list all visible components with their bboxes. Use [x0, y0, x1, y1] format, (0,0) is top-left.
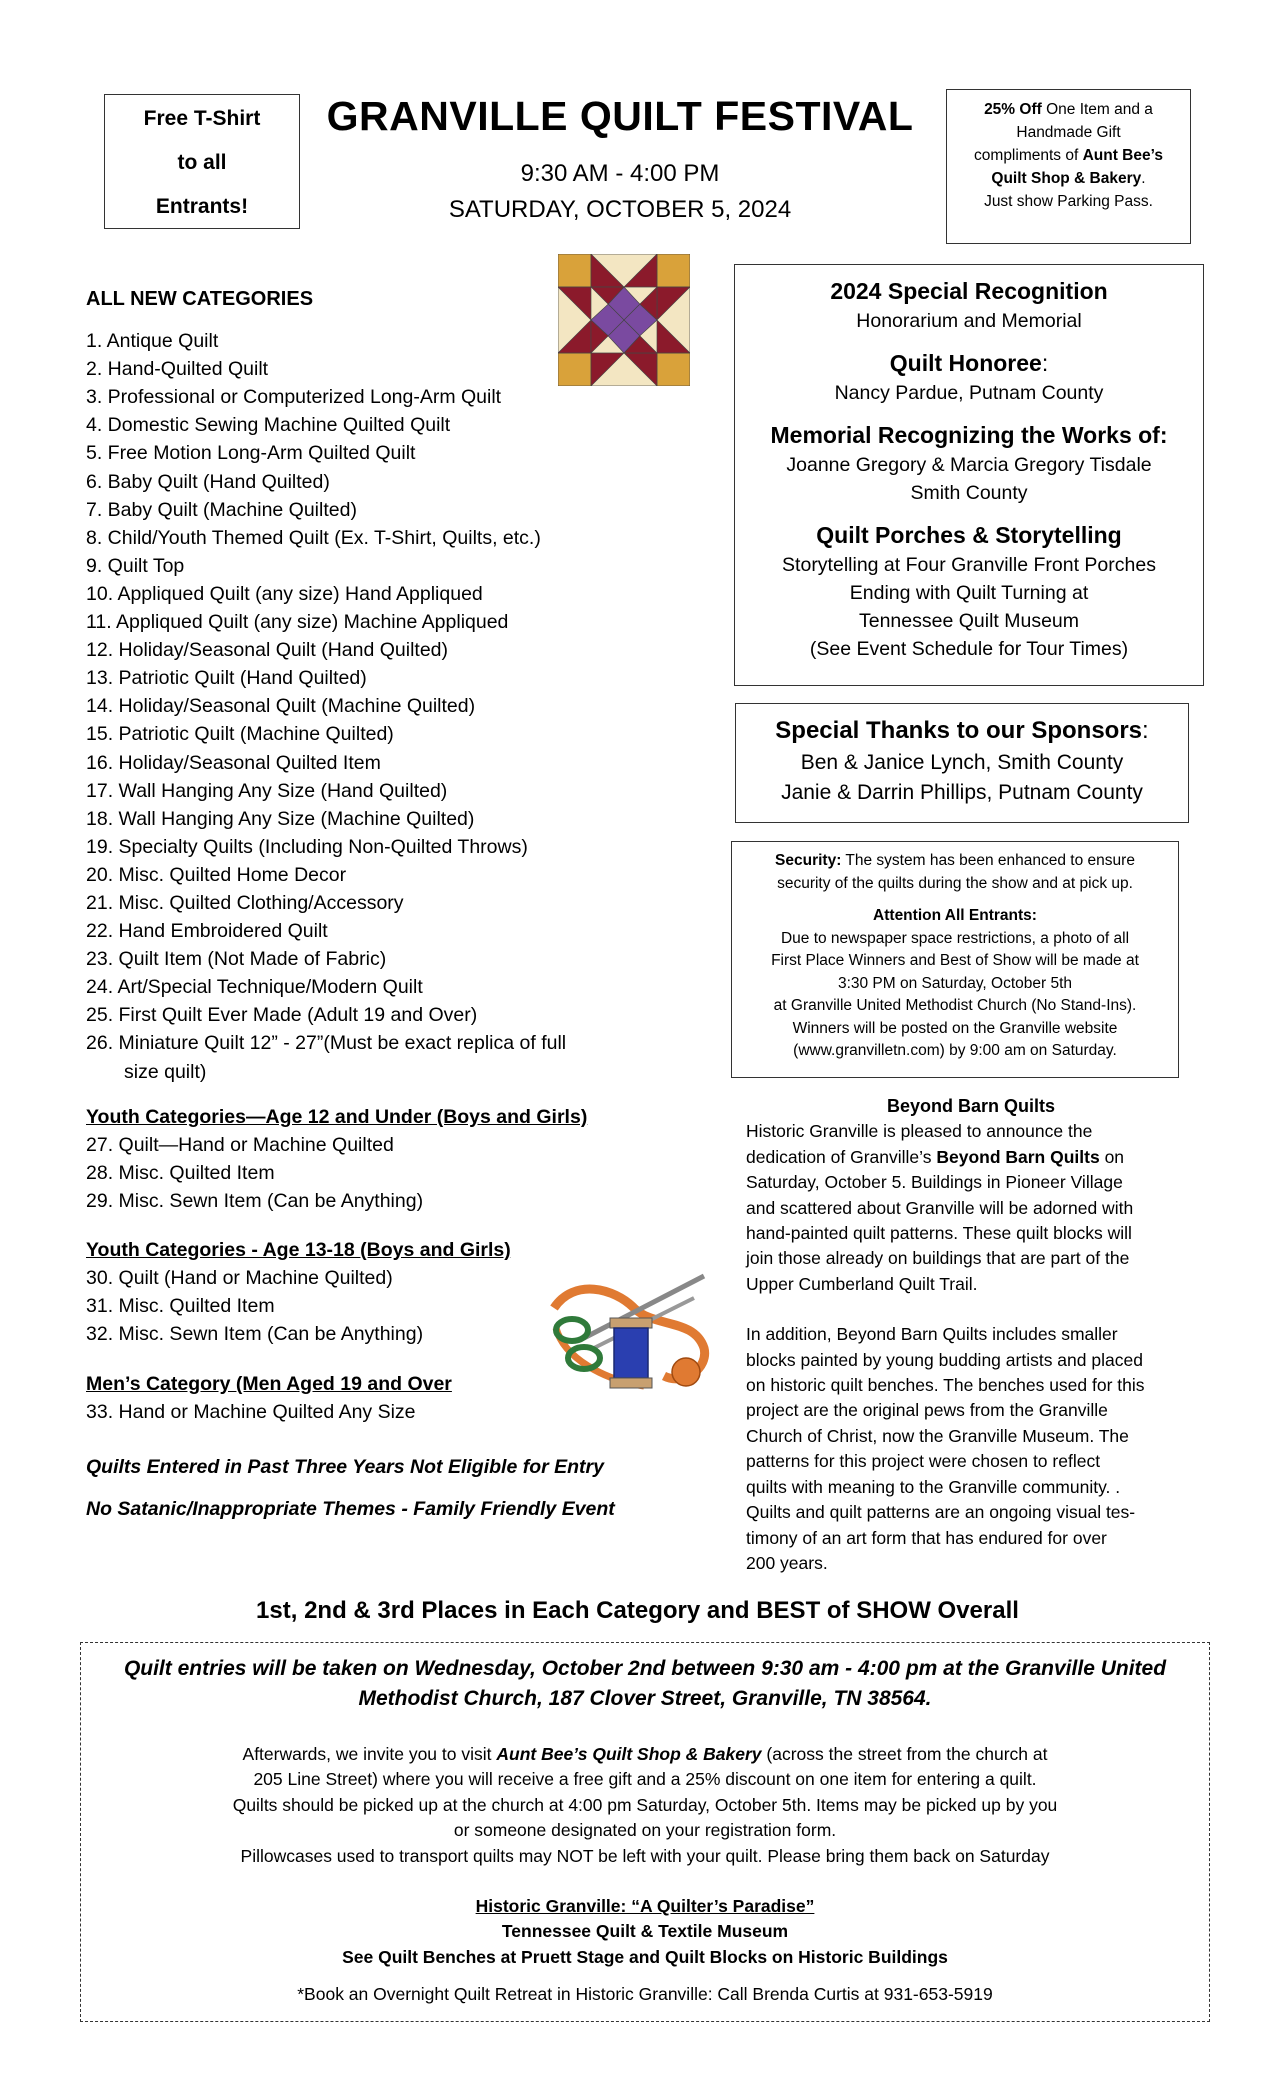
coupon-line-4 — [957, 167, 1180, 190]
youth-12-section — [86, 1103, 686, 1215]
category-item: 18. Wall Hanging Any Size (Machine Quilted) — [86, 807, 475, 830]
book-retreat: *Book an Overnight Quilt Retreat in Historic Granville: Call Brenda Curtis at 931-653-5919 — [297, 1984, 993, 2004]
categories-heading: ALL NEW CATEGORIES — [86, 288, 314, 310]
historic-benches: See Quilt Benches at Pruett Stage and Quilt Blocks on Historic Buildings — [342, 1946, 948, 1967]
free-tshirt-box — [104, 94, 300, 229]
category-item: 6. Baby Quilt (Hand Quilted) — [86, 470, 330, 493]
mens-heading: Men’s Category (Men Aged 19 and Over — [86, 1373, 452, 1395]
tshirt-line-3: Entrants! — [155, 195, 249, 218]
category-item: 17. Wall Hanging Any Size (Hand Quilted) — [86, 779, 448, 802]
category-item: 27. Quilt—Hand or Machine Quilted — [86, 1134, 394, 1156]
category-item: 21. Misc. Quilted Clothing/Accessory — [86, 891, 404, 914]
coupon-shop-name: Aunt Bee’s — [1082, 147, 1163, 164]
after-line: 205 Line Street) where you will receive a free gift and a 25% discount on one item for entering a quilt. — [253, 1769, 1037, 1790]
event-date: SATURDAY, OCTOBER 5, 2024 — [448, 196, 792, 223]
category-item: 5. Free Motion Long-Arm Quilted Quilt — [86, 442, 416, 465]
attention-line: (www.granvilletn.com) by 9:00 am on Saturday. — [793, 1042, 1117, 1059]
category-item: 32. Misc. Sewn Item (Can be Anything) — [86, 1323, 424, 1345]
porches-line-1: Storytelling at Four Granville Front Porches — [782, 554, 1156, 576]
category-item: 23. Quilt Item (Not Made of Fabric) — [86, 948, 387, 971]
coupon-shop-name-2: Quilt Shop & Bakery — [991, 170, 1142, 187]
honoree-colon: : — [1041, 350, 1049, 376]
barn-p2-line: project are the original pews from the Granville — [746, 1400, 1108, 1421]
coupon-line-1 — [957, 98, 1180, 121]
coupon-pct: 25% Off — [984, 101, 1042, 118]
barn-p2-line: timony of an art form that has endured for over — [746, 1527, 1107, 1548]
category-item: 10. Appliqued Quilt (any size) Hand Appliqued — [86, 582, 483, 605]
barn-p1-line: join those already on buildings that are part of the — [746, 1248, 1130, 1269]
coupon-line-3-pre: compliments of — [974, 147, 1083, 164]
barn-p2-line: 200 years. — [746, 1552, 828, 1573]
sponsors-box — [735, 703, 1189, 823]
honoree-heading-line — [735, 347, 1203, 379]
afterwards-info — [88, 1742, 1202, 1869]
honoree-name: Nancy Pardue, Putnam County — [834, 382, 1104, 404]
note-past-years: Quilts Entered in Past Three Years Not Eligible for Entry — [86, 1456, 604, 1478]
barn-p1-line: hand-painted quilt patterns. These quilt blocks will — [746, 1223, 1132, 1244]
historic-granville — [88, 1894, 1202, 1970]
tshirt-line-1: Free T-Shirt — [143, 107, 261, 130]
sponsors-colon: : — [1142, 717, 1149, 744]
category-item: 25. First Quilt Ever Made (Adult 19 and Over) — [86, 1004, 478, 1027]
barn-p2-line: Quilts and quilt patterns are an ongoing visual tes- — [746, 1502, 1136, 1523]
barn-quilts-section — [746, 1094, 1196, 1576]
porches-line-4: (See Event Schedule for Tour Times) — [809, 638, 1129, 660]
security-label: Security: — [775, 852, 842, 869]
special-recognition-box — [734, 264, 1204, 686]
category-item: 9. Quilt Top — [86, 554, 185, 577]
sponsors-heading: Special Thanks to our Sponsors — [775, 717, 1143, 744]
barn-heading: Beyond Barn Quilts — [886, 1096, 1056, 1116]
category-item: 16. Holiday/Seasonal Quilted Item — [86, 751, 381, 774]
barn-p1-line — [746, 1145, 1196, 1170]
sponsor-1: Ben & Janice Lynch, Smith County — [800, 751, 1124, 774]
attention-line: First Place Winners and Best of Show will be made at — [771, 952, 1139, 969]
scissors-spool-icon — [544, 1268, 712, 1400]
attention-line: Winners will be posted on the Granville website — [792, 1019, 1118, 1037]
attention-line: 3:30 PM on Saturday, October 5th — [837, 974, 1073, 992]
category-item: 24. Art/Special Technique/Modern Quilt — [86, 976, 423, 999]
sponsors-heading-line — [736, 714, 1188, 748]
recognition-heading: 2024 Special Recognition — [830, 278, 1108, 304]
sponsor-2: Janie & Darrin Phillips, Putnam County — [781, 781, 1143, 804]
category-item: 2. Hand-Quilted Quilt — [86, 358, 269, 381]
attention-heading: Attention All Entrants: — [873, 907, 1037, 924]
barn-p1-rest — [746, 1170, 1196, 1297]
category-item: 4. Domestic Sewing Machine Quilted Quilt — [86, 414, 451, 437]
barn-p2-line: blocks painted by young budding artists and placed — [746, 1349, 1143, 1370]
attention-line: at Granville United Methodist Church (No Stand-Ins). — [773, 997, 1137, 1014]
places-banner: 1st, 2nd & 3rd Places in Each Category and BEST of SHOW Overall — [256, 1597, 1019, 1624]
historic-title: Historic Granville: “A Quilter’s Paradise” — [475, 1896, 815, 1916]
after-post: (across the street from the church at — [761, 1744, 1048, 1764]
category-item: 13. Patriotic Quilt (Hand Quilted) — [86, 667, 367, 690]
barn-p2-line: quilts with meaning to the Granville community. . — [746, 1476, 1121, 1497]
barn-p2-line: patterns for this project were chosen to reflect — [746, 1451, 1101, 1472]
entry-notes — [86, 1446, 686, 1530]
after-line: or someone designated on your registration form. — [453, 1820, 837, 1841]
after-line: Quilts should be picked up at the church at 4:00 pm Saturday, October 5th. Items may be picked up by you — [232, 1794, 1058, 1815]
entry-info — [88, 1654, 1202, 1714]
category-item: 11. Appliqued Quilt (any size) Machine Appliqued — [86, 611, 509, 634]
historic-museum: Tennessee Quilt & Textile Museum — [501, 1921, 789, 1942]
category-item: 30. Quilt (Hand or Machine Quilted) — [86, 1267, 393, 1289]
category-item: 26. Miniature Quilt 12” - 27”(Must be exact replica of full — [86, 1032, 567, 1055]
youth-12-heading: Youth Categories—Age 12 and Under (Boys and Girls) — [86, 1106, 588, 1128]
note-family-friendly: No Satanic/Inappropriate Themes - Family Friendly Event — [86, 1498, 615, 1520]
category-item: 14. Holiday/Seasonal Quilt (Machine Quilted) — [86, 695, 476, 718]
honoree-heading: Quilt Honoree — [889, 350, 1042, 376]
barn-p1-line: Historic Granville is pleased to announce the — [746, 1121, 1093, 1142]
barn-p2-line: In addition, Beyond Barn Quilts includes smaller — [746, 1324, 1118, 1345]
after-shop-name: Aunt Bee’s Quilt Shop & Bakery — [496, 1744, 762, 1764]
memorial-heading: Memorial Recognizing the Works of: — [770, 422, 1168, 448]
barn-p1-line: Upper Cumberland Quilt Trail. — [746, 1273, 978, 1294]
barn-p1-line: and scattered about Granville will be adorned with — [746, 1197, 1134, 1218]
category-26-continuation: size quilt) — [124, 1060, 207, 1083]
after-pre: Afterwards, we invite you to visit — [242, 1744, 497, 1764]
category-item: 19. Specialty Quilts (Including Non-Quilted Throws) — [86, 835, 528, 858]
category-item: 29. Misc. Sewn Item (Can be Anything) — [86, 1190, 424, 1212]
memorial-county: Smith County — [910, 482, 1028, 504]
category-item: 7. Baby Quilt (Machine Quilted) — [86, 498, 357, 521]
barn-p2-line: Church of Christ, now the Granville Museum. The — [746, 1425, 1129, 1446]
barn-p1-pre: dedication of Granville’s — [746, 1146, 937, 1167]
barn-p1-bold: Beyond Barn Quilts — [936, 1146, 1100, 1167]
porches-heading: Quilt Porches & Storytelling — [816, 522, 1122, 548]
security-text-1: The system has been enhanced to ensure — [841, 852, 1135, 869]
youth-13-18-heading: Youth Categories - Age 13-18 (Boys and Girls) — [86, 1239, 511, 1261]
porches-line-3: Tennessee Quilt Museum — [858, 610, 1080, 632]
recognition-subtitle: Honorarium and Memorial — [856, 310, 1082, 332]
coupon-line-4-rest: . — [1141, 170, 1146, 187]
after-line-1 — [88, 1742, 1202, 1767]
entry-line-2: Methodist Church, 187 Clover Street, Granville, TN 38564. — [358, 1687, 932, 1710]
attention-line: Due to newspaper space restrictions, a photo of all — [780, 929, 1130, 947]
category-item: 12. Holiday/Seasonal Quilt (Hand Quilted) — [86, 639, 449, 662]
barn-p1-line: Saturday, October 5. Buildings in Pioneer Village — [746, 1172, 1123, 1193]
category-item: 22. Hand Embroidered Quilt — [86, 920, 328, 943]
event-time: 9:30 AM - 4:00 PM — [520, 160, 720, 187]
coupon-line-3 — [957, 144, 1180, 167]
barn-p2 — [746, 1322, 1196, 1576]
tshirt-line-2: to all — [177, 151, 227, 174]
coupon-line-2: Handmade Gift — [1016, 124, 1121, 141]
category-item: 31. Misc. Quilted Item — [86, 1295, 275, 1317]
entry-line-1: Quilt entries will be taken on Wednesday, October 2nd between 9:30 am - 4:00 pm at the Granville United — [123, 1657, 1167, 1680]
after-line: Pillowcases used to transport quilts may NOT be left with your quilt. Please bring them back on Saturday — [240, 1845, 1050, 1866]
coupon-line-1-rest: One Item and a — [1041, 101, 1153, 118]
page-title: GRANVILLE QUILT FESTIVAL — [326, 93, 914, 139]
security-line-1 — [732, 850, 1178, 873]
memorial-names: Joanne Gregory & Marcia Gregory Tisdale — [786, 454, 1152, 476]
barn-p1-post: on — [1099, 1146, 1125, 1167]
categories-section — [86, 285, 686, 1086]
category-item: 8. Child/Youth Themed Quilt (Ex. T-Shirt, Quilts, etc.) — [86, 526, 541, 549]
security-text-2: security of the quilts during the show and at pick up. — [777, 874, 1133, 892]
security-box — [731, 841, 1179, 1078]
porches-line-2: Ending with Quilt Turning at — [849, 582, 1089, 604]
category-item: 1. Antique Quilt — [86, 330, 219, 353]
coupon-line-5: Just show Parking Pass. — [984, 193, 1153, 210]
coupon-box — [946, 89, 1191, 244]
category-item: 33. Hand or Machine Quilted Any Size — [86, 1401, 416, 1423]
category-item: 15. Patriotic Quilt (Machine Quilted) — [86, 723, 394, 746]
categories-list — [86, 327, 686, 1057]
category-item: 28. Misc. Quilted Item — [86, 1162, 275, 1184]
category-item: 3. Professional or Computerized Long-Arm Quilt — [86, 386, 502, 409]
category-item: 20. Misc. Quilted Home Decor — [86, 863, 347, 886]
barn-p2-line: on historic quilt benches. The benches used for this — [746, 1375, 1145, 1396]
